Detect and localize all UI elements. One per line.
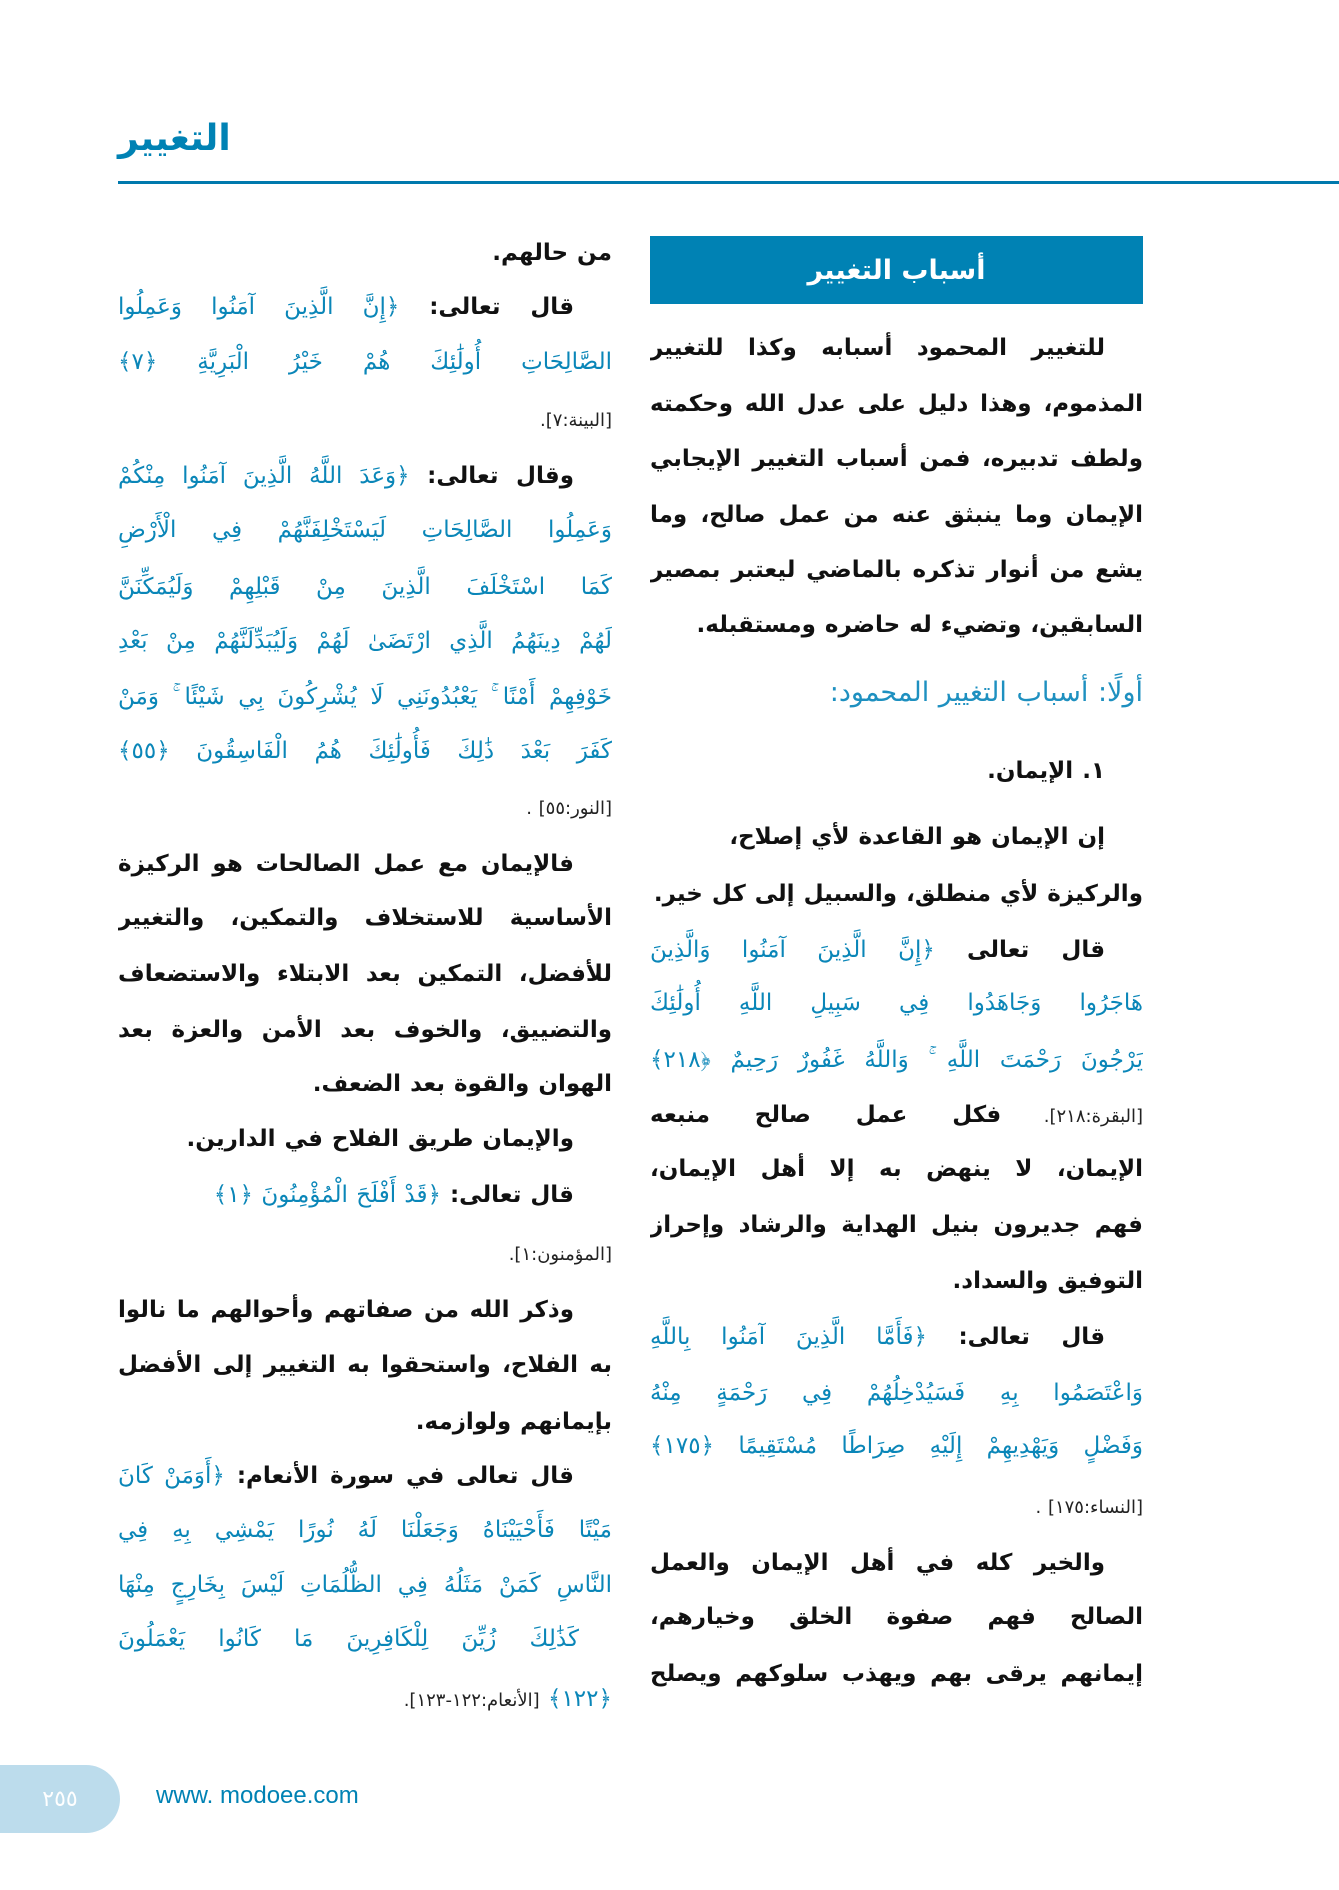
- body-text: قال تعالى في سورة الأنعام:: [224, 1463, 574, 1489]
- quran-verse: ﴿قَدْ أَفْلَحَ الْمُؤْمِنُونَ ﴿١﴾: [213, 1182, 441, 1208]
- body-text: وذكر الله من صفاتهم وأحوالهم ما نالوا: [118, 1297, 574, 1323]
- text-line: [118, 1004, 612, 1056]
- body-text: به الفلاح، واستحقوا به التغيير إلى الأفضل: [118, 1352, 612, 1378]
- quran-verse: ﴿١٢٢﴾: [539, 1686, 612, 1712]
- quran-verse: ﴿إِنَّ الَّذِينَ آمَنُوا وَعَمِلُوا: [118, 294, 400, 320]
- quran-verse: ﴿أَوَمَنْ كَانَ: [118, 1463, 225, 1489]
- text-line: [118, 504, 612, 556]
- text-line: [118, 838, 612, 890]
- body-text: فالإيمان مع عمل الصالحات هو الركيزة: [118, 851, 574, 877]
- quran-verse: النَّاسِ كَمَنْ مَثَلُهُ فِي الظُّلُمَاتِ لَيْسَ بِخَارِجٍ مِنْهَا: [118, 1572, 612, 1598]
- verse-reference: [البقرة:٢١٨].: [1001, 1106, 1143, 1127]
- quran-verse: وَعَمِلُوا الصَّالِحَاتِ لَيَسْتَخْلِفَنَّهُمْ فِي الْأَرْضِ: [118, 517, 612, 543]
- text-line: [650, 924, 1143, 976]
- text-line: [118, 1113, 612, 1165]
- quran-verse: ۚ كَذَٰلِكَ زُيِّنَ لِلْكَافِرِينَ مَا كَانُوا يَعْمَلُونَ: [118, 1626, 612, 1652]
- body-text: الإيمان، لا ينهض به إلا أهل الإيمان،: [650, 1156, 1143, 1182]
- text-line: [118, 892, 612, 944]
- text-line: [118, 1504, 612, 1556]
- quran-verse: مَيْتًا فَأَحْيَيْنَاهُ وَجَعَلْنَا لَهُ نُورًا يَمْشِي بِهِ فِي: [118, 1517, 612, 1543]
- quran-verse: لَهُمْ دِينَهُمُ الَّذِي ارْتَضَىٰ لَهُمْ وَلَيُبَدِّلَنَّهُمْ مِنْ بَعْدِ: [118, 628, 612, 654]
- text-line: [118, 450, 612, 502]
- text-line: [650, 378, 1143, 430]
- body-text: قال تعالى:: [399, 294, 574, 320]
- text-line: [650, 868, 1143, 920]
- body-text: قال تعالى: [934, 937, 1106, 963]
- body-text: إيمانهم يرقى بهم ويهذب سلوكهم ويصلح: [650, 1661, 1143, 1687]
- text-line: [118, 1559, 612, 1611]
- text-line: [650, 1591, 1143, 1643]
- text-line: [118, 725, 612, 777]
- text-line: [118, 671, 612, 723]
- text-line: [650, 544, 1143, 596]
- verse-reference: [النور:٥٥] .: [526, 798, 612, 819]
- quran-verse: خَوْفِهِمْ أَمْنًا ۚ يَعْبُدُونَنِي لَا يُشْرِكُونَ بِي شَيْئًا ۚ وَمَنْ: [118, 684, 612, 710]
- quran-verse: ﴿وَعَدَ اللَّهُ الَّذِينَ آمَنُوا مِنْكُمْ: [118, 463, 410, 489]
- text-line: [650, 1143, 1143, 1195]
- text-line: [118, 281, 612, 333]
- verse-reference: [النساء:١٧٥] .: [1035, 1497, 1143, 1518]
- text-line: [650, 322, 1143, 374]
- text-line: [118, 948, 612, 1000]
- subheading: أولًا: أسباب التغيير المحمود:: [829, 677, 1143, 708]
- text-line: [650, 1537, 1143, 1589]
- body-text: ١. الإيمان.: [987, 758, 1105, 784]
- verse-reference: [البينة:٧].: [540, 410, 612, 431]
- quran-verse: هَاجَرُوا وَجَاهَدُوا فِي سَبِيلِ اللَّهِ أُولَٰئِكَ: [650, 990, 1143, 1016]
- body-text: الصالح فهم صفوة الخلق وخيارهم،: [650, 1604, 1143, 1630]
- text-line: [118, 1058, 612, 1110]
- text-line: [650, 1648, 1143, 1700]
- body-text: قال تعالى:: [440, 1182, 574, 1208]
- quran-verse: ﴿فَأَمَّا الَّذِينَ آمَنُوا بِاللَّهِ: [650, 1324, 927, 1350]
- quran-verse: الصَّالِحَاتِ أُولَٰئِكَ هُمْ خَيْرُ الْبَرِيَّةِ ﴿٧﴾: [118, 349, 612, 375]
- quran-verse: ﴿إِنَّ الَّذِينَ آمَنُوا وَالَّذِينَ: [650, 937, 935, 963]
- section-title: أسباب التغيير: [650, 236, 1143, 304]
- text-line: [118, 1227, 612, 1279]
- quran-verse: وَاعْتَصَمُوا بِهِ فَسَيُدْخِلُهُمْ فِي رَحْمَةٍ مِنْهُ: [650, 1380, 1143, 1406]
- website-link[interactable]: www. modoee.com: [156, 1782, 359, 1809]
- body-text: فهم جديرون بنيل الهداية والرشاد وإحراز: [650, 1212, 1143, 1238]
- verse-reference: [المؤمنون:١].: [508, 1244, 612, 1265]
- text-line: [650, 599, 1143, 651]
- body-text: التوفيق والسداد.: [952, 1268, 1143, 1294]
- text-line: [118, 1613, 612, 1665]
- text-line: [118, 1284, 612, 1336]
- body-text: قال تعالى:: [926, 1324, 1106, 1350]
- body-text: من حالهم.: [492, 240, 612, 266]
- text-line: [118, 1396, 612, 1448]
- text-line: [118, 615, 612, 667]
- body-text: فكل عمل صالح منبعه: [650, 1102, 1002, 1128]
- verse-reference: [الأنعام:١٢٢-١٢٣].: [403, 1690, 540, 1711]
- body-text: المذموم، وهذا دليل على عدل الله وحكمته: [650, 391, 1143, 417]
- text-line: [650, 1367, 1143, 1419]
- header-rule: [118, 181, 1339, 184]
- text-line: [650, 1311, 1143, 1363]
- text-line: [650, 745, 1143, 797]
- body-text: إن الإيمان هو القاعدة لأي إصلاح،: [729, 824, 1105, 850]
- body-text: يشع من أنوار تذكره بالماضي ليعتبر بمصير: [650, 557, 1143, 583]
- text-line: [118, 227, 612, 279]
- page-number: ٢٥٥: [0, 1765, 120, 1833]
- body-text: والركيزة لأي منطلق، والسبيل إلى كل خير.: [653, 881, 1143, 907]
- text-line: [650, 489, 1143, 541]
- text-line: [650, 811, 1143, 863]
- text-line: [650, 1255, 1143, 1307]
- text-line: [650, 977, 1143, 1029]
- chapter-title: التغيير: [118, 118, 231, 159]
- quran-verse: يَرْجُونَ رَحْمَتَ اللَّهِ ۚ وَاللَّهُ غَفُورٌ رَحِيمٌ ﴿٢١٨﴾: [650, 1047, 1143, 1073]
- text-line: [118, 336, 612, 388]
- body-text: للأفضل، التمكين بعد الابتلاء والاستضعاف: [118, 961, 612, 987]
- body-text: والتضييق، والخوف بعد الأمن والعزة بعد: [118, 1017, 612, 1043]
- body-text: بإيمانهم ولوازمه.: [415, 1409, 612, 1435]
- body-text: والخير كله في أهل الإيمان والعمل: [650, 1550, 1105, 1576]
- body-text: الأساسية للاستخلاف والتمكين، والتغيير: [118, 905, 612, 931]
- text-line: [118, 393, 612, 445]
- text-line: [118, 1339, 612, 1391]
- body-text: للتغيير المحمود أسبابه وكذا للتغيير: [650, 335, 1105, 361]
- text-line: [650, 667, 1143, 719]
- text-line: [118, 1169, 612, 1221]
- body-text: السابقين، وتضيء له حاضره ومستقبله.: [696, 612, 1143, 638]
- quran-verse: وَفَضْلٍ وَيَهْدِيهِمْ إِلَيْهِ صِرَاطًا مُسْتَقِيمًا ﴿١٧٥﴾: [650, 1433, 1143, 1459]
- quran-verse: كَمَا اسْتَخْلَفَ الَّذِينَ مِنْ قَبْلِهِمْ وَلَيُمَكِّنَنَّ: [118, 574, 612, 600]
- body-text: الإيمان وما ينبثق عنه من عمل صالح، وما: [650, 502, 1143, 528]
- body-text: والإيمان طريق الفلاح في الدارين.: [186, 1126, 574, 1152]
- quran-verse: كَفَرَ بَعْدَ ذَٰلِكَ فَأُولَٰئِكَ هُمُ الْفَاسِقُونَ ﴿٥٥﴾: [118, 738, 612, 764]
- text-line: [650, 1199, 1143, 1251]
- text-line: [118, 1673, 612, 1725]
- text-line: [650, 1089, 1143, 1141]
- text-line: [118, 561, 612, 613]
- body-text: وقال تعالى:: [409, 463, 574, 489]
- text-line: [650, 1420, 1143, 1472]
- body-text: الهوان والقوة بعد الضعف.: [312, 1071, 612, 1097]
- text-line: [118, 781, 612, 833]
- text-line: [650, 1034, 1143, 1086]
- body-text: ولطف تدبيره، فمن أسباب التغيير الإيجابي: [650, 446, 1143, 472]
- text-line: [650, 1480, 1143, 1532]
- text-line: [650, 433, 1143, 485]
- text-line: [118, 1450, 612, 1502]
